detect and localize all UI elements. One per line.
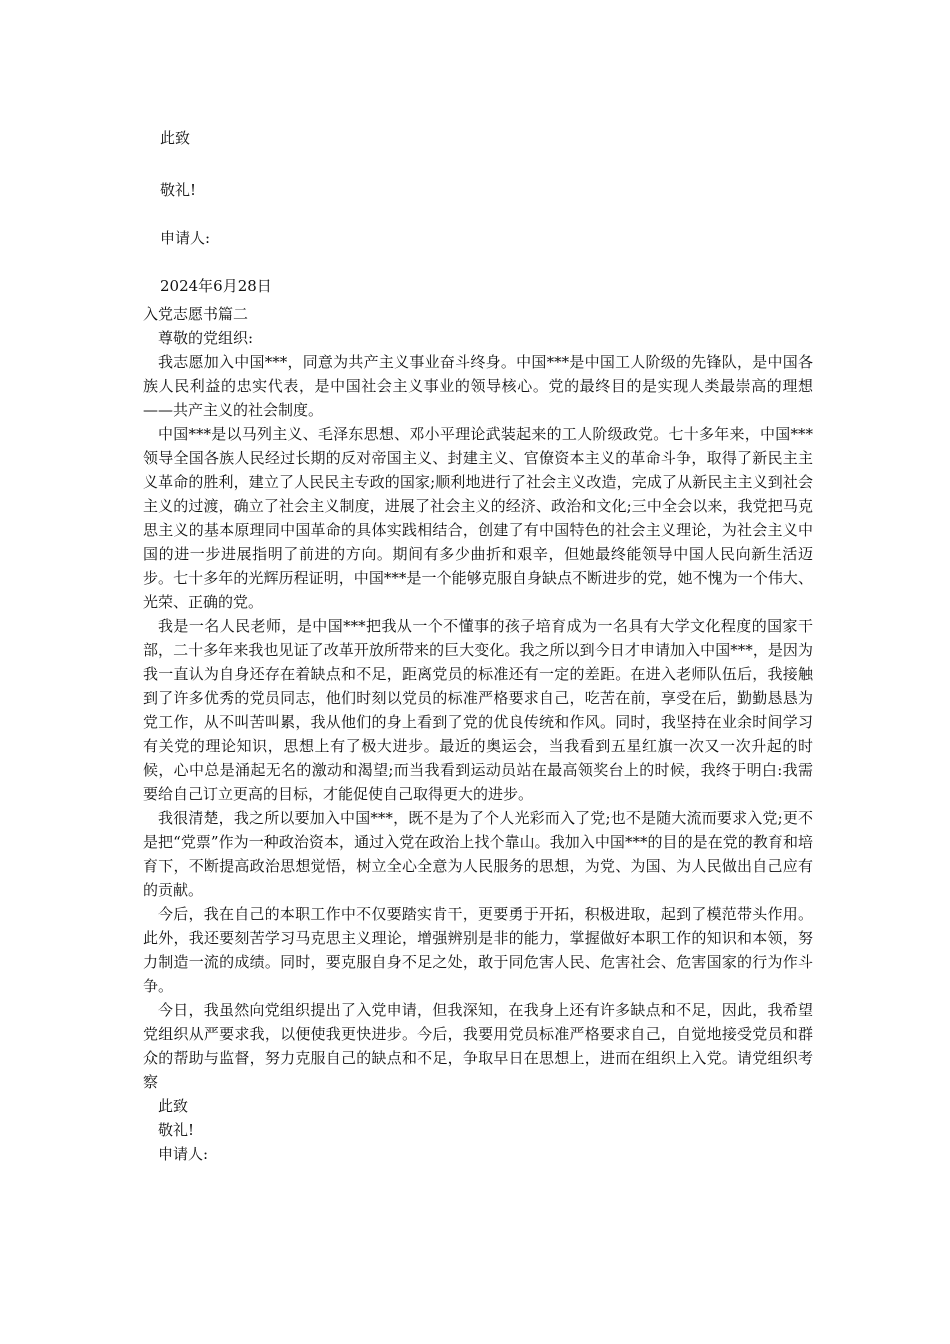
greeting: 尊敬的党组织: (158, 329, 254, 347)
article-title: 入党志愿书篇二 (143, 305, 249, 323)
paragraph: 我很清楚，我之所以要加入中国***，既不是为了个人光彩而入了党;也不是随大流而要求入党;更不是把“党票”作为一种政治资本，通过入党在政治上找个靠山。我加入中国***的目的是在党的教育和培育下，不断提高政治思想觉悟，树立全心全意为人民服务的思想，为党、为国、为人民做出自己应有的贡献。 (143, 809, 813, 899)
article-salutation: 此致 (158, 1097, 189, 1115)
closing-applicant: 申请人: (160, 229, 211, 247)
closing-date: 2024年6月28日 (160, 277, 272, 295)
article-body (143, 302, 813, 1166)
paragraph: 今日，我虽然向党组织提出了入党申请，但我深知，在我身上还有许多缺点和不足，因此，我希望党组织从严要求我，以便使我更快进步。今后，我要用党员标准严格要求自己，自觉地接受党员和群众的帮助与监督，努力克服自己的缺点和不足，争取早日在思想上，进而在组织上入党。请党组织考察 (143, 1001, 813, 1091)
article-applicant: 申请人: (158, 1145, 209, 1163)
article-regards: 敬礼! (158, 1121, 195, 1139)
paragraph: 今后，我在自己的本职工作中不仅要踏实肯干，更要勇于开拓，积极进取，起到了模范带头作用。此外，我还要刻苦学习马克思主义理论，增强辨别是非的能力，掌握做好本职工作的知识和本领，努力制造一流的成绩。同时，要克服自身不足之处，敢于同危害人民、危害社会、危害国家的行为作斗争。 (143, 905, 813, 995)
closing-salutation: 此致 (160, 129, 191, 147)
paragraph: 我志愿加入中国***，同意为共产主义事业奋斗终身。中国***是中国工人阶级的先锋队，是中国各族人民利益的忠实代表，是中国社会主义事业的领导核心。党的最终目的是实现人类最崇高的理想——共产主义的社会制度。 (143, 353, 813, 419)
paragraph: 中国***是以马列主义、毛泽东思想、邓小平理论武装起来的工人阶级政党。七十多年来，中国***领导全国各族人民经过长期的反对帝国主义、封建主义、官僚资本主义的革命斗争，取得了新民主主义革命的胜利，建立了人民民主专政的国家;顺利地进行了社会主义改造，完成了从新民主主义到社会主义的过渡，确立了社会主义制度，进展了社会主义的经济、政治和文化;三中全会以来，我党把马克思主义的基本原理同中国革命的具体实践相结合，创建了有中国特色的社会主义理论，为社会主义中国的进一步进展指明了前进的方向。期间有多少曲折和艰辛，但她最终能领导中国人民向新生活迈步。七十多年的光辉历程证明，中国***是一个能够克服自身缺点不断进步的党，她不愧为一个伟大、光荣、正确的党。 (143, 425, 813, 611)
closing-regards: 敬礼! (160, 181, 197, 199)
paragraph: 我是一名人民老师，是中国***把我从一个不懂事的孩子培育成为一名具有大学文化程度的国家干部，二十多年来我也见证了改革开放所带来的巨大变化。我之所以到今日才申请加入中国***，是因为我一直认为自身还存在着缺点和不足，距离党员的标准还有一定的差距。在进入老师队伍后，我接触到了许多优秀的党员同志，他们时刻以党员的标准严格要求自己，吃苦在前，享受在后，勤勤恳恳为党工作，从不叫苦叫累，我从他们的身上看到了党的优良传统和作风。同时，我坚持在业余时间学习有关党的理论知识，思想上有了极大进步。最近的奥运会，当我看到五星红旗一次又一次升起的时候，心中总是涌起无名的激动和渴望;而当我看到运动员站在最高领奖台上的时候，我终于明白:我需要给自己订立更高的目标，才能促使自己取得更大的进步。 (143, 617, 813, 803)
